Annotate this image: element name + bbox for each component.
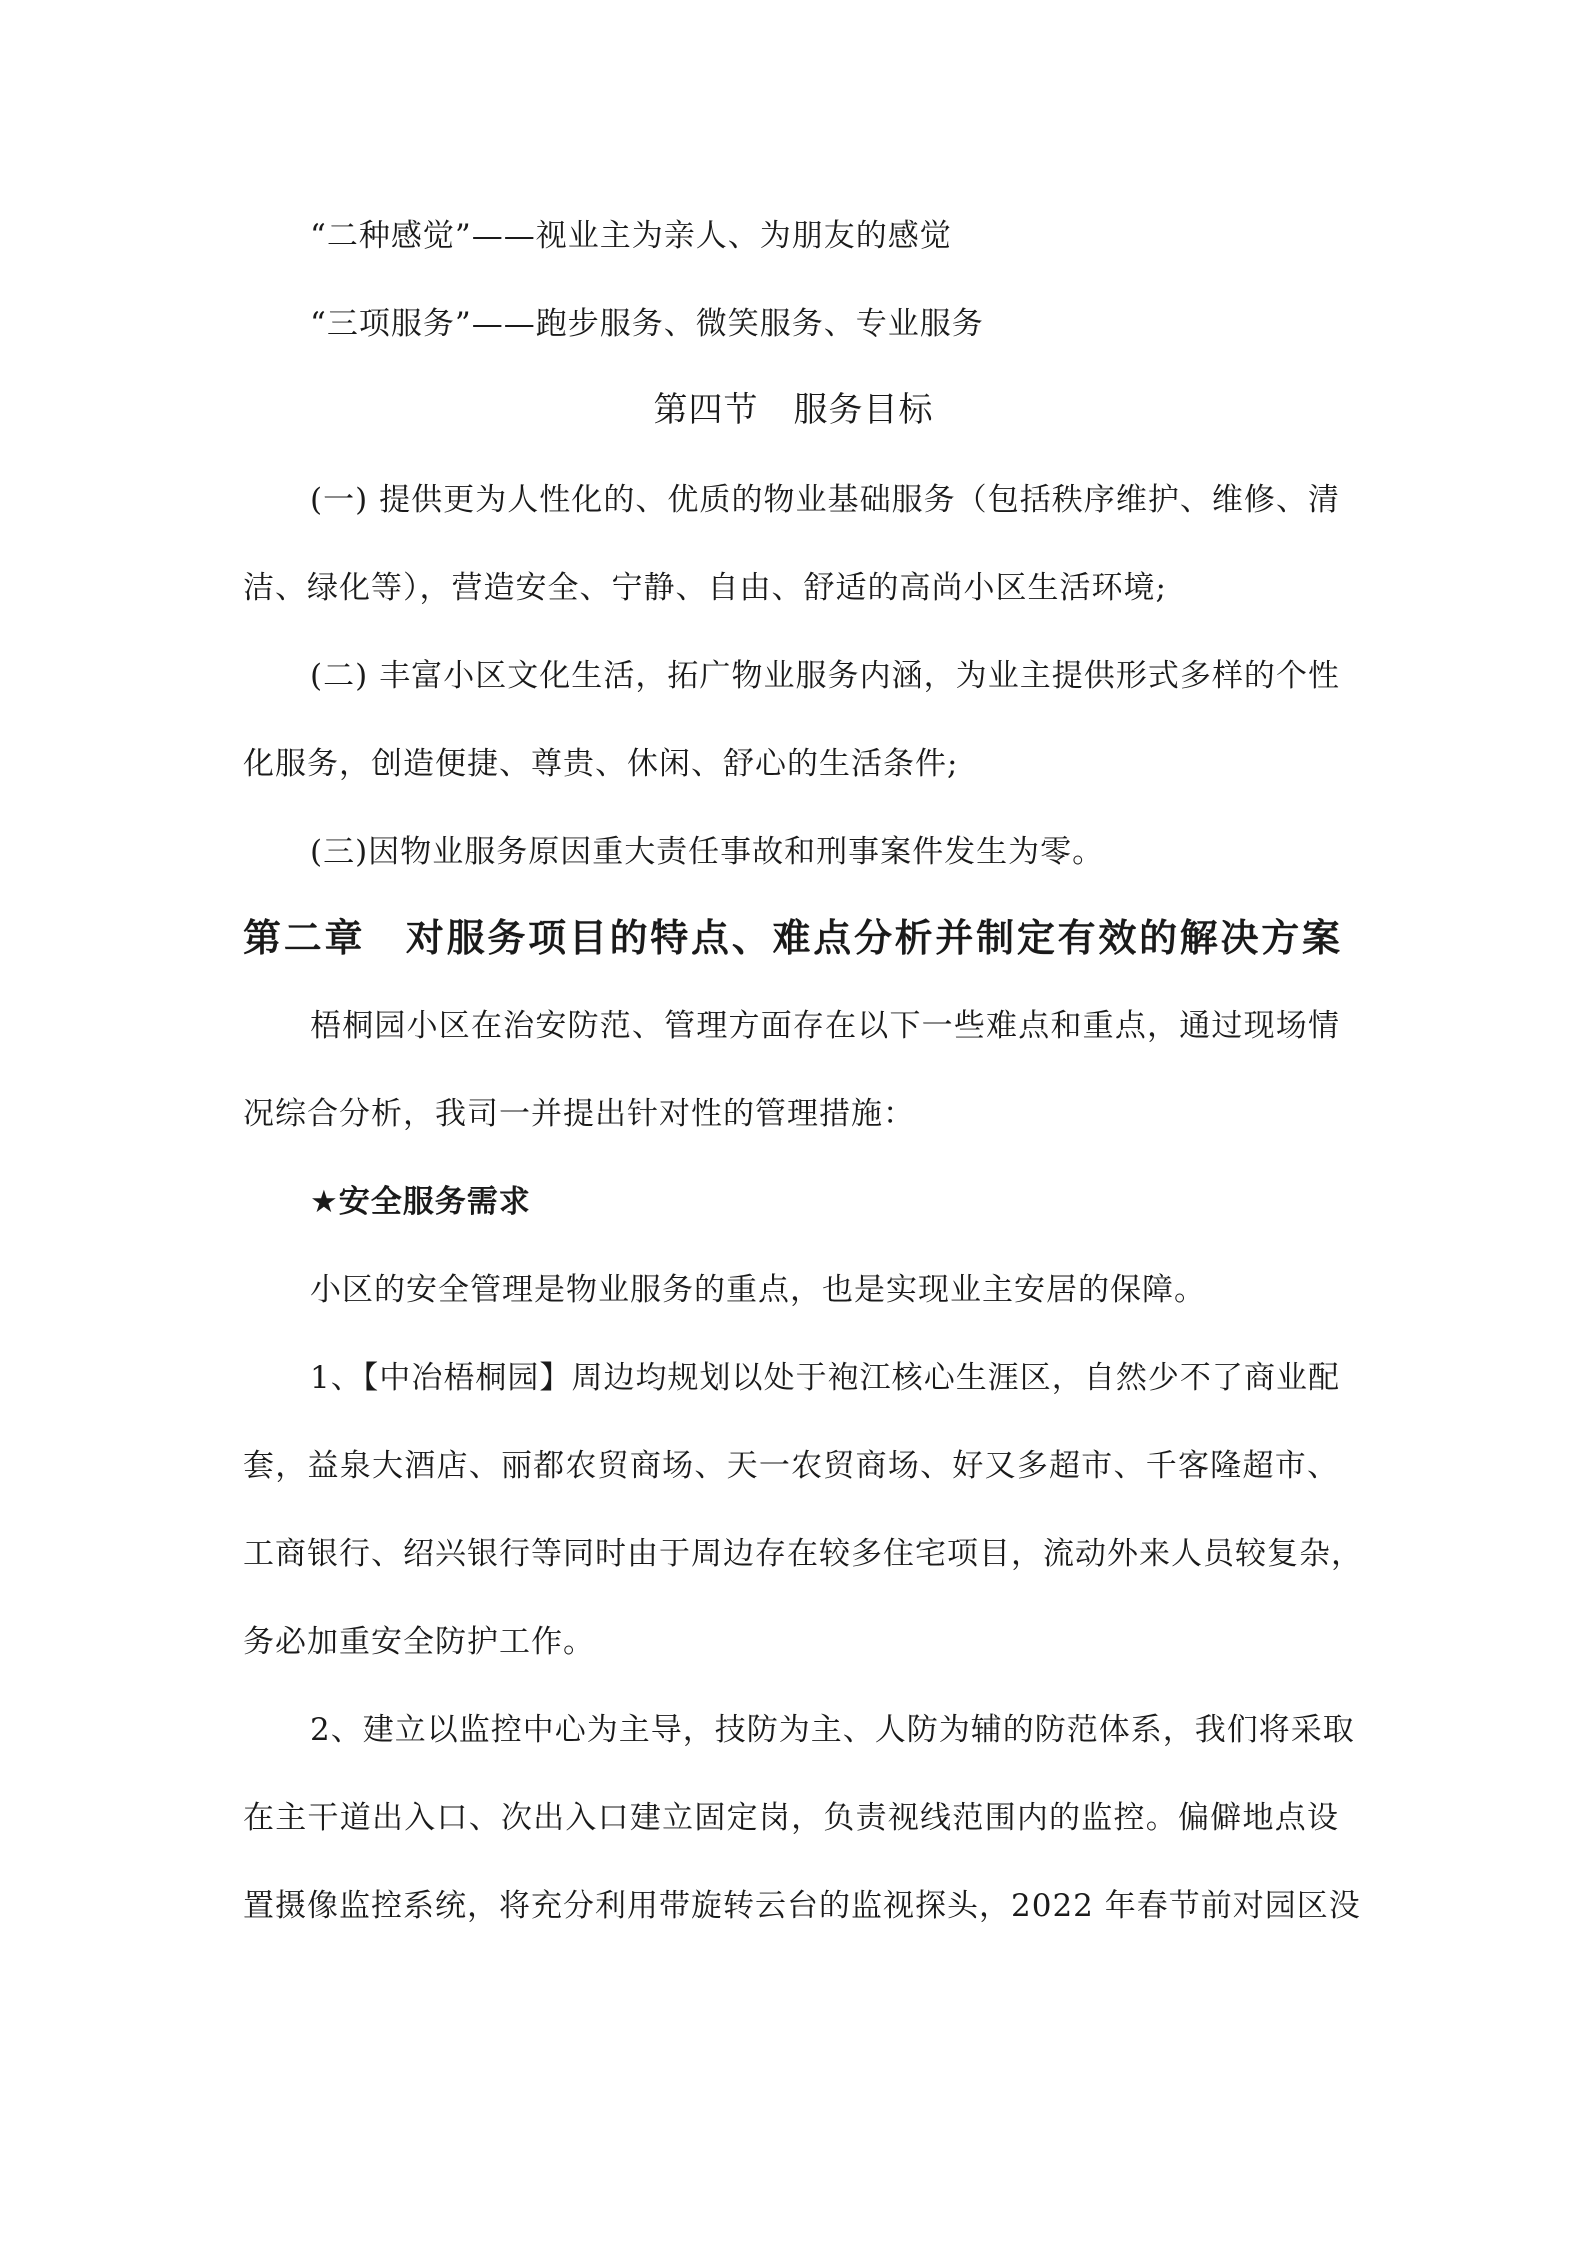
text-line-two-feelings: “二种感觉”——视业主为亲人、为朋友的感觉 [310, 218, 952, 254]
paragraph-item-2-line-3: 置摄像监控系统，将充分利用带旋转云台的监视探头，2022 年春节前对园区没 [243, 1888, 1361, 1924]
paragraph-item-2-line-1: 2、建立以监控中心为主导，技防为主、人防为辅的防范体系，我们将采取 [310, 1712, 1355, 1748]
paragraph-goal-2-line-2: 化服务，创造便捷、尊贵、休闲、舒心的生活条件; [243, 746, 959, 782]
paragraph-goal-3: (三)因物业服务原因重大责任事故和刑事案件发生为零。 [310, 834, 1105, 870]
paragraph-goal-1-line-1: (一) 提供更为人性化的、优质的物业基础服务（包括秩序维护、维修、清 [310, 482, 1340, 518]
paragraph-item-2-line-2: 在主干道出入口、次出入口建立固定岗，负责视线范围内的监控。偏僻地点设 [243, 1800, 1339, 1836]
paragraph-item-1-line-3: 工商银行、绍兴银行等同时由于周边存在较多住宅项目，流动外来人员较复杂， [243, 1536, 1363, 1572]
paragraph-item-1-line-4: 务必加重安全防护工作。 [243, 1624, 595, 1660]
paragraph-goal-2-line-1: (二) 丰富小区文化生活，拓广物业服务内涵，为业主提供形式多样的个性 [310, 658, 1340, 694]
text-line-three-services: “三项服务”——跑步服务、微笑服务、专业服务 [310, 306, 984, 342]
paragraph-goal-1-line-2: 洁、绿化等），营造安全、宁静、自由、舒适的高尚小区生活环境; [243, 570, 1167, 606]
paragraph-safety-intro: 小区的安全管理是物业服务的重点，也是实现业主安居的保障。 [310, 1272, 1206, 1308]
chapter-title: 第二章 对服务项目的特点、难点分析并制定有效的解决方案 [243, 915, 1341, 960]
section-title: 第四节 服务目标 [653, 390, 934, 430]
safety-demand-heading: ★安全服务需求 [310, 1184, 531, 1220]
paragraph-item-1-line-2: 套，益泉大酒店、丽都农贸商场、天一农贸商场、好又多超市、千客隆超市、 [243, 1448, 1339, 1484]
paragraph-item-1-line-1: 1、【中冶梧桐园】周边均规划以处于袍江核心生涯区，自然少不了商业配 [310, 1360, 1340, 1396]
paragraph-intro-line-2: 况综合分析，我司一并提出针对性的管理措施： [243, 1096, 915, 1132]
paragraph-intro-line-1: 梧桐园小区在治安防范、管理方面存在以下一些难点和重点，通过现场情 [310, 1008, 1340, 1044]
